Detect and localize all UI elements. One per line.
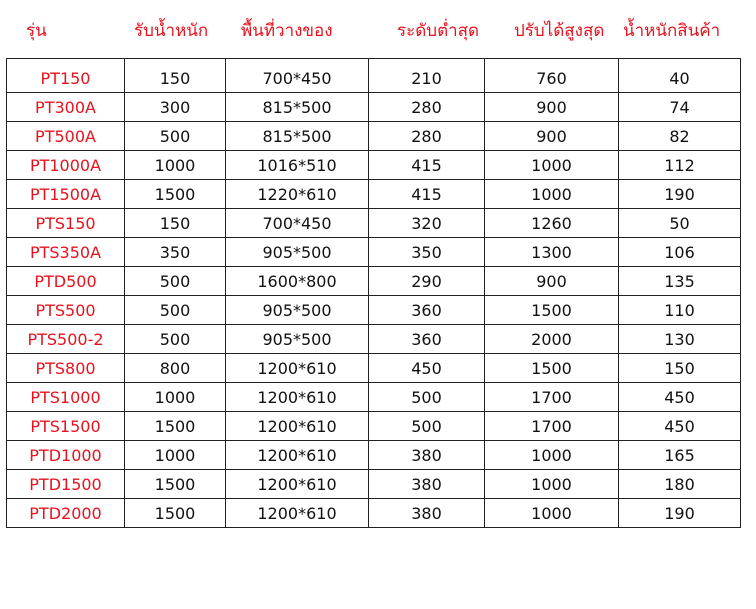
cell-model: PT1500A: [7, 180, 125, 209]
cell-min-height: 280: [369, 93, 485, 122]
spec-table-body: [7, 59, 741, 528]
cell-platform-size: 905*500: [226, 325, 369, 354]
cell-min-height: 450: [369, 354, 485, 383]
spec-table: [6, 58, 741, 528]
cell-load-capacity: 300: [125, 93, 226, 122]
cell-min-height: 380: [369, 441, 485, 470]
cell-max-height: 1000: [485, 441, 619, 470]
cell-min-height: 500: [369, 383, 485, 412]
cell-load-capacity: 350: [125, 238, 226, 267]
header-product-weight: น้ำหนักสินค้า: [623, 21, 721, 41]
cell-load-capacity: 500: [125, 325, 226, 354]
cell-load-capacity: 1500: [125, 412, 226, 441]
header-max-height: ปรับได้สูงสุด: [514, 21, 605, 41]
cell-max-height: 900: [485, 267, 619, 296]
table-row: [7, 267, 741, 296]
cell-min-height: 290: [369, 267, 485, 296]
table-row: [7, 383, 741, 412]
cell-product-weight: 450: [619, 383, 741, 412]
cell-product-weight: 50: [619, 209, 741, 238]
cell-min-height: 415: [369, 151, 485, 180]
cell-platform-size: 1016*510: [226, 151, 369, 180]
table-row: [7, 325, 741, 354]
table-row: [7, 499, 741, 528]
cell-model: PTD1000: [7, 441, 125, 470]
table-row: [7, 180, 741, 209]
table-row: [7, 470, 741, 499]
cell-product-weight: 450: [619, 412, 741, 441]
cell-max-height: 1500: [485, 296, 619, 325]
cell-platform-size: 1200*610: [226, 441, 369, 470]
cell-load-capacity: 1500: [125, 470, 226, 499]
cell-model: PTS350A: [7, 238, 125, 267]
cell-product-weight: 82: [619, 122, 741, 151]
cell-max-height: 2000: [485, 325, 619, 354]
table-row: [7, 238, 741, 267]
cell-platform-size: 1200*610: [226, 470, 369, 499]
cell-load-capacity: 1000: [125, 383, 226, 412]
cell-product-weight: 112: [619, 151, 741, 180]
cell-load-capacity: 500: [125, 122, 226, 151]
cell-load-capacity: 150: [125, 64, 226, 93]
cell-platform-size: 1200*610: [226, 412, 369, 441]
cell-max-height: 1700: [485, 383, 619, 412]
cell-model: PTS800: [7, 354, 125, 383]
table-row: [7, 441, 741, 470]
table-row: [7, 354, 741, 383]
cell-platform-size: 815*500: [226, 93, 369, 122]
table-row: [7, 209, 741, 238]
cell-max-height: 900: [485, 122, 619, 151]
cell-model: PT300A: [7, 93, 125, 122]
table-row: [7, 93, 741, 122]
header-load-capacity: รับน้ำหนัก: [134, 21, 209, 41]
cell-platform-size: 1200*610: [226, 383, 369, 412]
cell-min-height: 360: [369, 296, 485, 325]
cell-load-capacity: 1000: [125, 151, 226, 180]
cell-min-height: 350: [369, 238, 485, 267]
cell-model: PTS1500: [7, 412, 125, 441]
cell-model: PT150: [7, 64, 125, 93]
table-header: [0, 0, 756, 58]
cell-model: PTD1500: [7, 470, 125, 499]
cell-model: PTD2000: [7, 499, 125, 528]
cell-product-weight: 190: [619, 499, 741, 528]
cell-product-weight: 165: [619, 441, 741, 470]
cell-model: PTS500-2: [7, 325, 125, 354]
header-platform-size: พื้นที่วางของ: [241, 21, 333, 41]
cell-min-height: 210: [369, 64, 485, 93]
cell-load-capacity: 500: [125, 267, 226, 296]
cell-model: PT1000A: [7, 151, 125, 180]
cell-max-height: 1000: [485, 499, 619, 528]
cell-min-height: 500: [369, 412, 485, 441]
cell-platform-size: 1220*610: [226, 180, 369, 209]
cell-max-height: 760: [485, 64, 619, 93]
cell-platform-size: 1200*610: [226, 354, 369, 383]
cell-load-capacity: 1000: [125, 441, 226, 470]
cell-platform-size: 905*500: [226, 296, 369, 325]
cell-min-height: 415: [369, 180, 485, 209]
cell-product-weight: 135: [619, 267, 741, 296]
cell-min-height: 380: [369, 470, 485, 499]
cell-max-height: 1260: [485, 209, 619, 238]
cell-min-height: 360: [369, 325, 485, 354]
cell-product-weight: 106: [619, 238, 741, 267]
cell-model: PT500A: [7, 122, 125, 151]
cell-model: PTS150: [7, 209, 125, 238]
table-row: [7, 122, 741, 151]
cell-product-weight: 150: [619, 354, 741, 383]
cell-platform-size: 1200*610: [226, 499, 369, 528]
cell-model: PTS500: [7, 296, 125, 325]
cell-platform-size: 700*450: [226, 64, 369, 93]
cell-platform-size: 815*500: [226, 122, 369, 151]
cell-max-height: 1500: [485, 354, 619, 383]
cell-platform-size: 1600*800: [226, 267, 369, 296]
cell-load-capacity: 1500: [125, 180, 226, 209]
cell-min-height: 320: [369, 209, 485, 238]
cell-product-weight: 130: [619, 325, 741, 354]
cell-load-capacity: 800: [125, 354, 226, 383]
header-min-height: ระดับต่ำสุด: [397, 21, 480, 41]
cell-max-height: 1000: [485, 180, 619, 209]
header-model: รุ่น: [26, 21, 47, 41]
cell-max-height: 900: [485, 93, 619, 122]
cell-product-weight: 180: [619, 470, 741, 499]
cell-min-height: 380: [369, 499, 485, 528]
cell-max-height: 1700: [485, 412, 619, 441]
cell-platform-size: 905*500: [226, 238, 369, 267]
cell-max-height: 1300: [485, 238, 619, 267]
cell-model: PTD500: [7, 267, 125, 296]
cell-product-weight: 40: [619, 64, 741, 93]
cell-load-capacity: 150: [125, 209, 226, 238]
cell-max-height: 1000: [485, 151, 619, 180]
table-row: [7, 296, 741, 325]
cell-min-height: 280: [369, 122, 485, 151]
table-row: [7, 151, 741, 180]
cell-product-weight: 74: [619, 93, 741, 122]
cell-platform-size: 700*450: [226, 209, 369, 238]
cell-product-weight: 110: [619, 296, 741, 325]
cell-load-capacity: 500: [125, 296, 226, 325]
cell-product-weight: 190: [619, 180, 741, 209]
table-row: [7, 412, 741, 441]
table-row: [7, 64, 741, 93]
cell-max-height: 1000: [485, 470, 619, 499]
cell-load-capacity: 1500: [125, 499, 226, 528]
cell-model: PTS1000: [7, 383, 125, 412]
